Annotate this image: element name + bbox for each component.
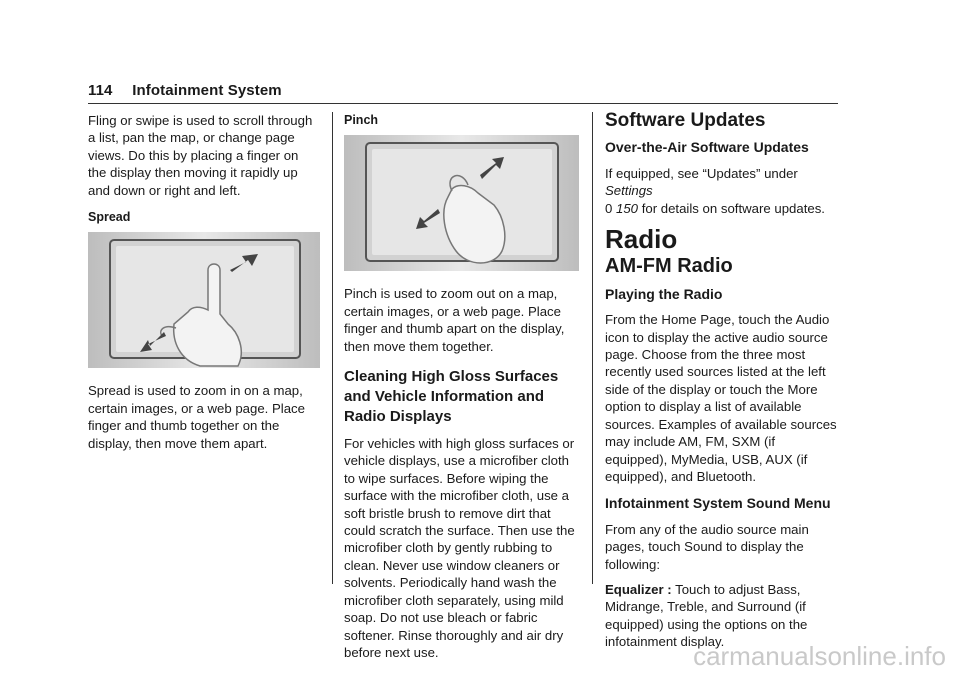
- cleaning-heading: Cleaning High Gloss Surfaces and Vehicle Information and Radio Displays: [344, 368, 559, 426]
- spread-label: Spread: [88, 210, 131, 225]
- section-title: Infotainment System: [132, 82, 282, 99]
- column-1: [88, 112, 320, 452]
- settings-reference: Settings: [605, 183, 653, 199]
- pinch-illustration: [344, 135, 579, 271]
- sound-menu-paragraph: From any of the audio source main pages, touch Sound to display the following:: [605, 521, 809, 572]
- ota-heading: Over-the-Air Software Updates: [605, 139, 809, 156]
- pinch-label: Pinch: [344, 113, 379, 127]
- software-updates-heading: Software Updates: [605, 110, 766, 131]
- header-rule: [88, 103, 838, 104]
- amfm-heading: AM-FM Radio: [605, 255, 733, 278]
- page-ref-arrow-icon: 0: [605, 200, 613, 216]
- column-3: [605, 112, 840, 651]
- column-2: [344, 112, 579, 661]
- equalizer-label: Equalizer :: [605, 581, 672, 597]
- column-divider-2: [592, 112, 593, 584]
- radio-heading: Radio: [605, 224, 678, 255]
- page-number: 114: [88, 82, 113, 99]
- spread-paragraph: Spread is used to zoom in on a map, certain images, or a web page. Place finger and thumb together on the display, then move them apart.: [88, 383, 305, 451]
- page-ref-number: 150: [616, 200, 639, 216]
- fling-paragraph: Fling or swipe is used to scroll through a list, pan the map, or change page views. Do this by placing a finger on the display then moving it rapidly up and down or right and left.: [88, 113, 313, 198]
- page-header: [88, 82, 282, 99]
- sound-menu-heading: Infotainment System Sound Menu: [605, 495, 831, 512]
- column-divider-1: [332, 112, 333, 584]
- cleaning-paragraph: For vehicles with high gloss surfaces or vehicle displays, use a microfiber cloth to wipe surfaces. Before wiping the surface with the microfiber cloth, use a soft bristle brush to remove dirt that could scratch the surface. Then use the microfiber cloth by gently rubbing to clean. Never use window cleaners or solvents. Periodically hand wash the microfiber cloth separately, using mild soap. Do not use bleach or fabric softener. Rinse thoroughly and air dry before next use.: [344, 436, 575, 660]
- playing-radio-paragraph: From the Home Page, touch the Audio icon to display the active audio source page. Choose from the three most recently used sources listed at the left side of the display or touch the More option to display a list of available sources. Examples of available sources may include AM, FM, SXM (if equipped), MyMedia, USB, AUX (if equipped), and Bluetooth.: [605, 312, 837, 484]
- watermark: carmanualsonline.info: [693, 641, 946, 671]
- spread-illustration: [88, 232, 320, 368]
- ota-paragraph: If equipped, see “Updates” under Settings 0 150 for details on software updates.: [605, 165, 825, 216]
- pinch-paragraph: Pinch is used to zoom out on a map, certain images, or a web page. Place finger and thumb apart on the display, then move them together.: [344, 286, 565, 354]
- equalizer-paragraph: Equalizer : Touch to adjust Bass, Midrange, Treble, and Surround (if equipped) using the options on the infotainment display.: [605, 581, 808, 650]
- playing-radio-heading: Playing the Radio: [605, 285, 723, 302]
